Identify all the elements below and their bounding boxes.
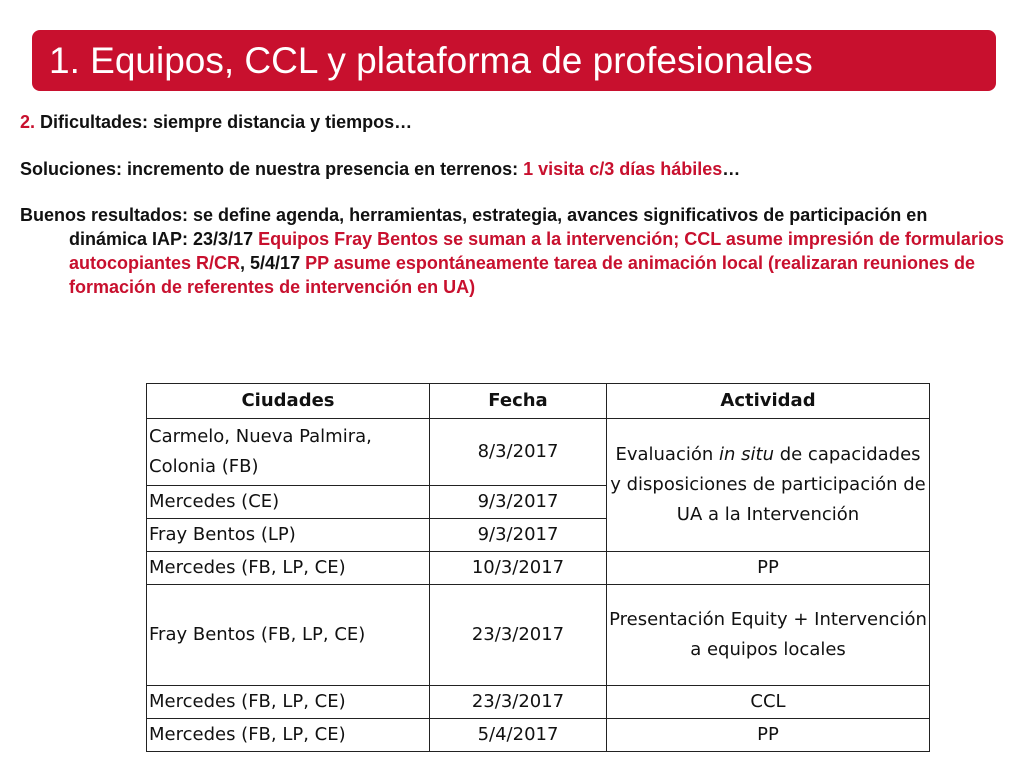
cell-activity: PP bbox=[607, 552, 930, 585]
paragraph-difficulties bbox=[20, 110, 1006, 134]
solutions-suffix: … bbox=[722, 159, 741, 179]
cell-date: 10/3/2017 bbox=[430, 552, 607, 585]
paragraph-number: 2. bbox=[20, 112, 36, 132]
cell-activity: PP bbox=[607, 719, 930, 752]
solutions-text: Soluciones: incremento de nuestra presencia en terrenos: bbox=[20, 159, 524, 179]
cell-city: Fray Bentos (FB, LP, CE) bbox=[147, 585, 430, 686]
cell-date: 23/3/2017 bbox=[430, 686, 607, 719]
cell-activity: Presentación Equity + Intervención a equipos locales bbox=[607, 585, 930, 686]
results-middle: , 5/4/17 bbox=[240, 253, 306, 273]
results-text: Buenos resultados: se define agenda, herramientas, estrategia, avances significativos de participación en dinámica IAP: 23/3/17 bbox=[20, 205, 928, 249]
table-row bbox=[147, 719, 930, 752]
activity-text-end: de capacidades y disposiciones de participación de UA a la Intervención bbox=[610, 444, 926, 525]
cell-city: Mercedes (FB, LP, CE) bbox=[147, 686, 430, 719]
table-row bbox=[147, 419, 930, 486]
cell-city: Mercedes (FB, LP, CE) bbox=[147, 552, 430, 585]
paragraph-results bbox=[20, 203, 1006, 299]
cell-date: 5/4/2017 bbox=[430, 719, 607, 752]
results-highlight-2: PP asume espontáneamente tarea de animación local (realizaran reuniones de formación de referentes de intervención en UA) bbox=[69, 253, 976, 297]
slide-body bbox=[20, 110, 1006, 299]
header-city: Ciudades bbox=[147, 384, 430, 419]
cell-date: 9/3/2017 bbox=[430, 519, 607, 552]
activity-table bbox=[146, 383, 930, 752]
solutions-highlight: 1 visita c/3 días hábiles bbox=[523, 159, 723, 179]
slide-title: 1. Equipos, CCL y plataforma de profesionales bbox=[49, 40, 813, 81]
activity-text-italic: in situ bbox=[719, 444, 774, 465]
table-row bbox=[147, 585, 930, 686]
cell-city: Carmelo, Nueva Palmira, Colonia (FB) bbox=[147, 419, 430, 486]
cell-activity: CCL bbox=[607, 686, 930, 719]
table-row bbox=[147, 686, 930, 719]
cell-city: Fray Bentos (LP) bbox=[147, 519, 430, 552]
table-header-row bbox=[147, 384, 930, 419]
table-row bbox=[147, 552, 930, 585]
header-activity: Actividad bbox=[607, 384, 930, 419]
activity-table-wrapper bbox=[146, 383, 930, 752]
difficulties-text: Dificultades: siempre distancia y tiempos… bbox=[35, 112, 413, 132]
results-highlight-1: Equipos Fray Bentos se suman a la intervención; CCL asume impresión de formularios autocopiantes R/CR bbox=[69, 229, 1004, 273]
cell-date: 9/3/2017 bbox=[430, 486, 607, 519]
paragraph-solutions bbox=[20, 157, 1006, 181]
activity-text-start: Evaluación bbox=[615, 444, 719, 465]
cell-activity-merged bbox=[607, 419, 930, 552]
cell-city: Mercedes (FB, LP, CE) bbox=[147, 719, 430, 752]
title-bar bbox=[32, 30, 996, 91]
cell-date: 23/3/2017 bbox=[430, 585, 607, 686]
cell-date: 8/3/2017 bbox=[430, 419, 607, 486]
header-date: Fecha bbox=[430, 384, 607, 419]
cell-city: Mercedes (CE) bbox=[147, 486, 430, 519]
